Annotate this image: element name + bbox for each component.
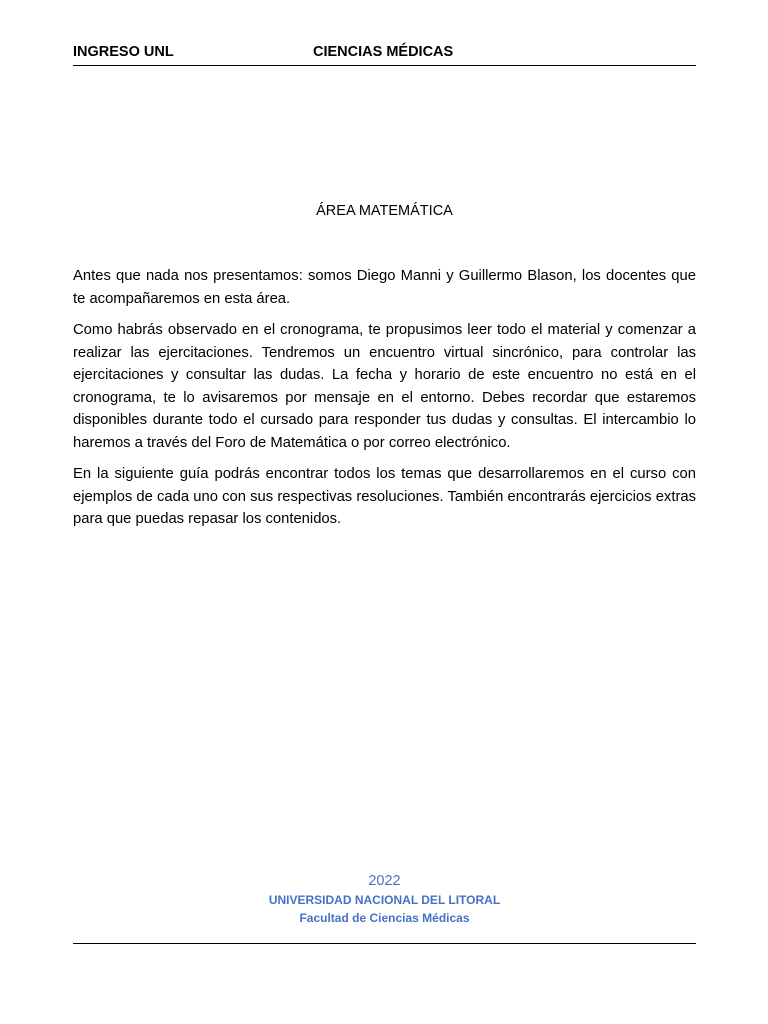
document-body [73,265,696,540]
paragraph-guide: En la siguiente guía podrás encontrar todos los temas que desarrollaremos en el curso con ejemplos de cada uno con sus respectivas resoluciones. También encontrarás ejercicios extras para que puedas repasar los contenidos. [73,466,696,527]
paragraph-intro: Antes que nada nos presentamos: somos Diego Manni y Guillermo Blason, los docentes que te acompañaremos en esta área. [73,268,696,307]
page-header [73,44,696,66]
header-left-text: INGRESO UNL [73,44,174,60]
header-right-text: CIENCIAS MÉDICAS [313,44,454,60]
paragraph-schedule: Como habrás observado en el cronograma, te propusimos leer todo el material y comenzar a realizar las ejercitaciones. Tendremos un encuentro virtual sincrónico, para controlar las ejercitaciones y consultar las dudas. La fecha y horario de este encuentro no está en el cronograma, te lo avisaremos por mensaje en el entorno. Debes recordar que estaremos disponibles durante todo el cursado para responder tus dudas y consultas. El intercambio lo haremos a través del Foro de Matemática o por correo electrónico. [73,322,696,451]
page-footer [73,871,696,927]
footer-year: 2022 [368,873,401,889]
footer-faculty: Facultad de Ciencias Médicas [299,911,470,925]
footer-university: UNIVERSIDAD NACIONAL DEL LITORAL [268,893,501,907]
footer-divider [73,943,696,944]
section-title: ÁREA MATEMÁTICA [316,203,453,219]
